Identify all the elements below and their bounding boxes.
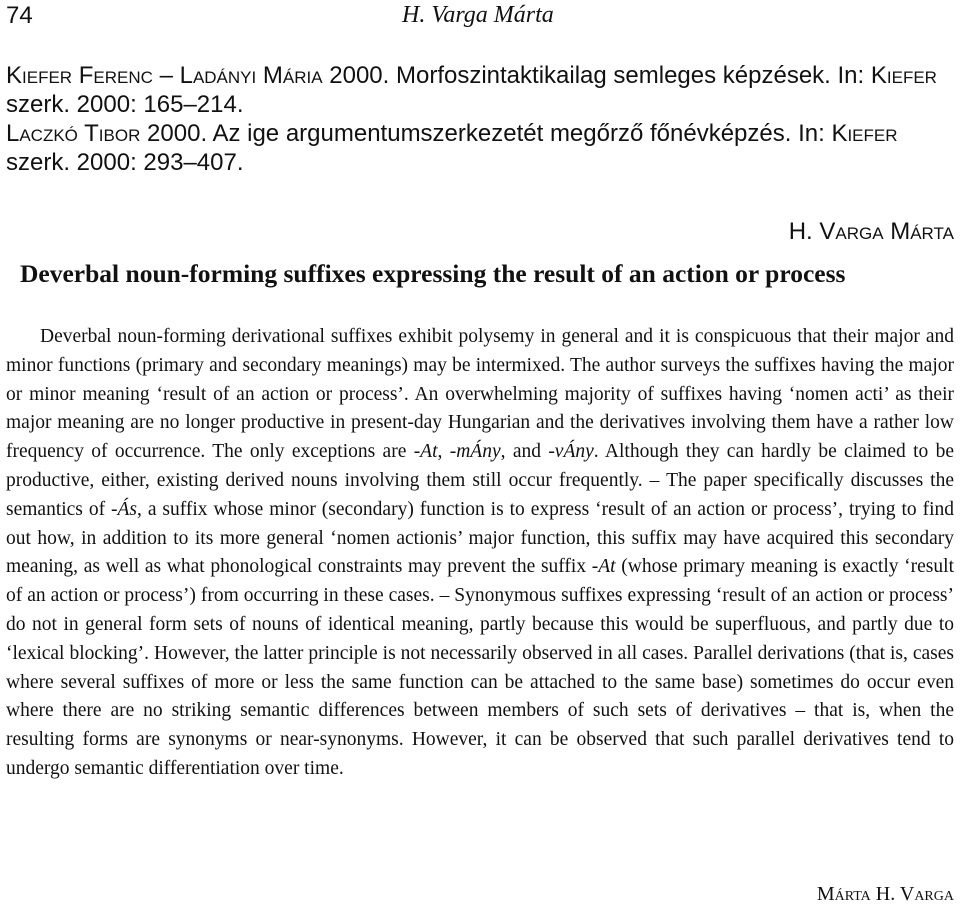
- reference-source: szerk. 2000: 293–407.: [6, 149, 244, 176]
- reference-year: 2000.: [147, 120, 208, 147]
- summary-text-part: Deverbal noun-forming derivational suffixes exhibit polysemy in general and it is conspicuous that their major and minor functions (primary and secondary meanings) may be intermixed. The author surveys the suffixes having the major or minor meaning ‘result of an action or process’. An overwhelming majority of suffixes having ‘nomen acti’ as their major meaning are no longer productive in present-day Hungarian and the derivatives involving them have a rather low frequency of occurrence. The only exceptions are: [6, 326, 954, 463]
- reference-item: [6, 119, 954, 177]
- reference-item: [6, 61, 954, 119]
- reference-title: Az ige argumentumszerkezetét megőrző főnévképzés. In:: [212, 120, 825, 147]
- summary-text-part: , and: [500, 441, 549, 463]
- suffix: -mÁny: [449, 441, 501, 463]
- reference-author: Laczkó Tibor: [6, 120, 141, 147]
- reference-year: 2000.: [329, 62, 390, 89]
- reference-source-author: Kiefer: [831, 120, 898, 147]
- suffix: -At: [591, 556, 616, 578]
- summary-signature: Márta H. Varga: [816, 883, 954, 905]
- reference-title: Morfoszintaktikailag semleges képzések. In:: [395, 62, 865, 89]
- summary-author: H. Varga Márta: [788, 218, 954, 245]
- summary-text-part: , a suffix whose minor (secondary) function is to express ‘result of an action or process’, trying to find out how, in addition to its more general ‘nomen actionis’ major function, this suffix may have acquired this secondary meaning, as well as what phonological constraints may prevent the suffix: [6, 498, 954, 578]
- reference-author: Kiefer Ferenc – Ladányi Mária: [6, 62, 323, 89]
- summary-text-part: (whose primary meaning is exactly ‘result of an action or process’) from occurring in these cases. – Synonymous suffixes expressing ‘result of an action or process’ do not in general form sets of nouns of identical meaning, partly because this would be superfluous, and partly due to ‘lexical blocking’. However, the latter principle is not necessarily observed in all cases. Parallel derivations (that is, cases where several suffixes of more or less the same function can be attached to the same base) sometimes do occur even where there are no striking semantic differences between members of such sets of derivatives – that is, when the resulting forms are synonyms or near-synonyms. However, it can be observed that such parallel derivatives tend to undergo semantic differentiation over time.: [6, 556, 954, 779]
- suffix: -At: [413, 441, 438, 463]
- summary-text-part: . Although they can hardly be claimed to be productive, either, existing derived nouns involving them still occur frequently. – The paper specifically discusses the semantics of: [6, 441, 954, 520]
- summary-title: Deverbal noun-forming suffixes expressing the result of an action or process: [20, 259, 846, 288]
- running-head: H. Varga Márta: [402, 2, 554, 28]
- suffix: -vÁny: [548, 441, 594, 463]
- references: [6, 61, 954, 177]
- summary-text-part: ,: [437, 441, 450, 463]
- reference-source: szerk. 2000: 165–214.: [6, 91, 244, 118]
- suffix: -Ás: [111, 498, 138, 520]
- page-number: 74: [6, 2, 33, 29]
- summary-text: [6, 323, 954, 784]
- reference-source-author: Kiefer: [870, 62, 937, 89]
